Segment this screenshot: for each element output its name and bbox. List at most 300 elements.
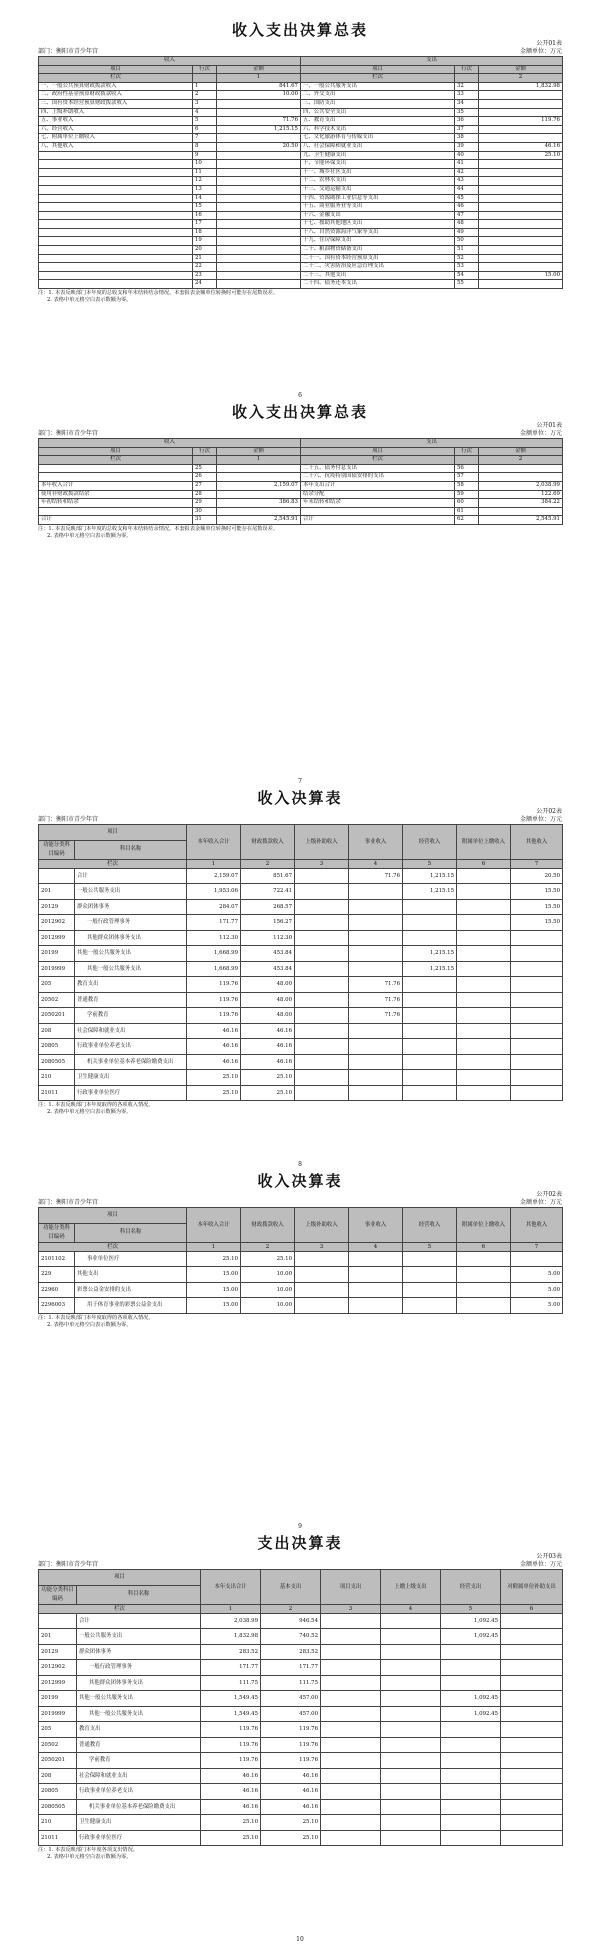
table-cell: 卫生健康支出: [77, 1815, 201, 1831]
header-cell: [193, 456, 217, 465]
table-cell: 62: [455, 516, 479, 525]
header-name: 科目名称: [75, 840, 187, 859]
table-cell: 1,549.45: [201, 1706, 261, 1722]
header-cell: 栏次: [301, 456, 455, 465]
table-cell: [479, 91, 563, 100]
table-cell: 23: [193, 271, 217, 280]
table-cell: 三、国有资本经营预算财政拨款收入: [39, 99, 193, 108]
table-cell: 1,832.98: [479, 82, 563, 91]
table-cell: [39, 473, 193, 482]
table-cell: 教育支出: [77, 1722, 201, 1738]
unit-label: 金额单位：万元: [519, 816, 562, 823]
table-cell: 46.16: [201, 1768, 261, 1784]
table-cell: 二十一、国有资本经营预算支出: [301, 254, 455, 263]
table-cell: 156.27: [241, 915, 295, 931]
table-row: [39, 99, 563, 108]
header-cell: 行次: [193, 447, 217, 456]
table-row: [39, 1085, 563, 1101]
table-cell: 71.76: [349, 977, 403, 993]
table-cell: [441, 1660, 501, 1676]
header-row: [39, 1208, 563, 1224]
table-cell: 合计: [77, 1613, 201, 1629]
table-cell: [217, 246, 301, 255]
table-cell: 44: [455, 185, 479, 194]
table-cell: 25.10: [187, 1070, 241, 1086]
table-row: [39, 1644, 563, 1660]
table-cell: [295, 961, 349, 977]
table-cell: [479, 125, 563, 134]
table-cell: 2,545.91: [479, 516, 563, 525]
table-cell: [479, 203, 563, 212]
income-table: [38, 824, 563, 1101]
table-cell: 1,668.99: [187, 946, 241, 962]
unit-label: 金额单位：万元: [519, 48, 562, 55]
table-cell: 46.16: [201, 1799, 261, 1815]
table-cell: [501, 1644, 563, 1660]
table-cell: 20502: [39, 992, 75, 1008]
table-cell: 事业单位医疗: [75, 1251, 187, 1267]
table-cell: 47: [455, 211, 479, 220]
table-cell: [501, 1629, 563, 1645]
table-cell: 彩票公益金安排的支出: [75, 1282, 187, 1298]
table-row: [39, 1282, 563, 1298]
table-cell: [321, 1613, 381, 1629]
table-cell: 2: [193, 91, 217, 100]
table-cell: 33: [455, 91, 479, 100]
table-title: 收入支出决算总表: [231, 403, 368, 421]
note-2: 2. 表格中单元格空白表示数额为零。: [47, 297, 132, 304]
table-cell: [457, 1008, 511, 1024]
table-cell: 二十三、其他支出: [301, 271, 455, 280]
table-cell: 结余分配: [301, 490, 455, 499]
table-cell: [501, 1799, 563, 1815]
table-cell: [457, 1039, 511, 1055]
table-cell: 本年支出合计: [301, 481, 455, 490]
table-cell: [321, 1722, 381, 1738]
table-cell: 119.76: [261, 1737, 321, 1753]
table-cell: [217, 237, 301, 246]
table-cell: 15.50: [511, 915, 563, 931]
table-row: [39, 254, 563, 263]
table-meta: [38, 1199, 562, 1207]
table-cell: 39: [455, 142, 479, 151]
income-table-1: [38, 788, 562, 1116]
header-cell: 金额: [217, 447, 301, 456]
table-cell: 46.16: [261, 1784, 321, 1800]
table-cell: 15.00: [187, 1267, 241, 1283]
header-column: 本年收入合计: [187, 825, 241, 860]
table-cell: [295, 1008, 349, 1024]
table-row: [39, 91, 563, 100]
table-cell: [39, 271, 193, 280]
table-row: [39, 1629, 563, 1645]
table-cell: [403, 1070, 457, 1086]
table-cell: 五、教育支出: [301, 117, 455, 126]
table-cell: [39, 507, 193, 516]
header-cell: 栏次: [301, 74, 455, 83]
table-cell: 25: [193, 464, 217, 473]
table-cell: 普通教育: [75, 992, 187, 1008]
dept-label: 部门：衡阳市青少年宫: [38, 1199, 99, 1206]
table-cell: 20199: [39, 946, 75, 962]
table-row: [39, 194, 563, 203]
table-cell: [321, 1830, 381, 1846]
table-cell: 46.16: [241, 1039, 295, 1055]
table-cell: 386.83: [217, 499, 301, 508]
table-cell: 机关事业单位基本养老保险缴费支出: [77, 1799, 201, 1815]
header-income: 收入: [39, 439, 301, 448]
header-column: 项目支出: [321, 1570, 381, 1605]
table-cell: 十四、资源勘探工业信息等支出: [301, 194, 455, 203]
header-cell: 4: [381, 1604, 441, 1613]
table-cell: 2101102: [39, 1251, 75, 1267]
table-cell: 19: [193, 237, 217, 246]
table-cell: [217, 228, 301, 237]
table-cell: [39, 211, 193, 220]
table-cell: [403, 1298, 457, 1314]
expense-table: [38, 1533, 562, 1861]
header-cell: 1: [217, 74, 301, 83]
header-row: [39, 74, 563, 83]
table-cell: [349, 1039, 403, 1055]
table-cell: 社会保障和就业支出: [75, 1023, 187, 1039]
table-cell: [349, 946, 403, 962]
table-cell: 25.10: [201, 1815, 261, 1831]
table-cell: [39, 220, 193, 229]
table-cell: 行政事业单位养老支出: [77, 1784, 201, 1800]
table-cell: 13: [193, 185, 217, 194]
table-cell: 52: [455, 254, 479, 263]
table-cell: 7: [193, 134, 217, 143]
table-cell: [457, 930, 511, 946]
header-cell: 项目: [39, 447, 193, 456]
table-cell: [479, 168, 563, 177]
table-cell: 一般行政管理事务: [75, 915, 187, 931]
table-cell: 八、其他收入: [39, 142, 193, 151]
header-cell: 6: [457, 859, 511, 868]
table-row: [39, 930, 563, 946]
table-cell: 457.00: [261, 1706, 321, 1722]
table-cell: [349, 884, 403, 900]
table-cell: 122.69: [479, 490, 563, 499]
table-cell: [403, 930, 457, 946]
page-number: 8: [298, 1161, 302, 1168]
table-cell: 卫生健康支出: [75, 1070, 187, 1086]
header-cell: 行次: [455, 447, 479, 456]
table-title: 支出决算表: [257, 1534, 343, 1552]
table-cell: [349, 1267, 403, 1283]
header-cell: 5: [403, 859, 457, 868]
header-name: 科目名称: [75, 1223, 187, 1242]
table-cell: 机关事业单位基本养老保险缴费支出: [75, 1054, 187, 1070]
header-cell: 2: [261, 1604, 321, 1613]
table-cell: 112.30: [241, 930, 295, 946]
table-cell: [381, 1722, 441, 1738]
table-cell: 20805: [39, 1784, 77, 1800]
table-cell: 46.16: [187, 1023, 241, 1039]
table-notes: [38, 1847, 562, 1861]
table-cell: 208: [39, 1023, 75, 1039]
table-cell: [381, 1737, 441, 1753]
table-cell: 10.00: [241, 1267, 295, 1283]
table-cell: [217, 211, 301, 220]
summary-table: [38, 438, 563, 525]
table-cell: [217, 220, 301, 229]
table-cell: 其他群众团体事务支出: [75, 930, 187, 946]
header-cell: 项目: [301, 447, 455, 456]
table-cell: [295, 1267, 349, 1283]
table-cell: [479, 160, 563, 169]
table-row: [39, 992, 563, 1008]
header-cell: 2: [241, 1242, 295, 1251]
table-cell: 1,092.45: [441, 1706, 501, 1722]
table-cell: [501, 1660, 563, 1676]
table-cell: [217, 134, 301, 143]
table-cell: [501, 1815, 563, 1831]
header-row: [39, 65, 563, 74]
table-cell: [321, 1660, 381, 1676]
table-cell: 16: [193, 211, 217, 220]
table-cell: 其他一般公共服务支出: [75, 961, 187, 977]
table-cell: 使用非财政拨款结余: [39, 490, 193, 499]
table-cell: [441, 1815, 501, 1831]
table-cell: 71.76: [349, 1008, 403, 1024]
table-row: [39, 1039, 563, 1055]
table-cell: 35: [455, 108, 479, 117]
table-cell: [479, 228, 563, 237]
dept-label: 部门：衡阳市青少年宫: [38, 1561, 99, 1568]
table-cell: [381, 1706, 441, 1722]
income-expense-summary-2: [38, 402, 562, 540]
table-cell: 10: [193, 160, 217, 169]
table-cell: [403, 977, 457, 993]
table-row: [39, 280, 563, 289]
table-cell: 一、一般公共服务支出: [301, 82, 455, 91]
table-cell: [39, 228, 193, 237]
header-expense: 支出: [301, 439, 563, 448]
table-cell: [217, 99, 301, 108]
header-column: 上级补助收入: [295, 1208, 349, 1243]
table-cell: 2,038.99: [201, 1613, 261, 1629]
table-cell: [479, 185, 563, 194]
table-cell: [441, 1644, 501, 1660]
table-cell: [321, 1706, 381, 1722]
table-cell: [441, 1675, 501, 1691]
table-cell: 2050201: [39, 1008, 75, 1024]
table-row: [39, 884, 563, 900]
table-cell: 56: [455, 464, 479, 473]
table-row: [39, 961, 563, 977]
table-cell: 119.76: [187, 1008, 241, 1024]
table-cell: [321, 1644, 381, 1660]
table-cell: 十八、自然资源海洋气象等支出: [301, 228, 455, 237]
table-cell: 行政事业单位医疗: [75, 1085, 187, 1101]
table-cell: [39, 246, 193, 255]
table-cell: [457, 915, 511, 931]
table-row: [39, 481, 563, 490]
header-cell: 2: [241, 859, 295, 868]
note-2: 2. 表格中单元格空白表示数额为零。: [47, 1109, 132, 1115]
table-row: [39, 464, 563, 473]
table-row: [39, 228, 563, 237]
table-cell: [479, 177, 563, 186]
table-cell: 20.50: [217, 142, 301, 151]
header-cell: 6: [457, 1242, 511, 1251]
table-row: [39, 1691, 563, 1707]
table-cell: [479, 220, 563, 229]
table-row: [39, 1613, 563, 1629]
table-cell: 25.10: [241, 1085, 295, 1101]
table-cell: 205: [39, 1722, 77, 1738]
table-cell: 46.16: [187, 1039, 241, 1055]
table-cell: [457, 1251, 511, 1267]
table-row: [39, 151, 563, 160]
table-code: 公开02表: [536, 808, 562, 815]
table-cell: [349, 1298, 403, 1314]
table-cell: 2019999: [39, 961, 75, 977]
table-cell: [511, 961, 563, 977]
table-cell: [457, 1070, 511, 1086]
table-cell: [349, 1282, 403, 1298]
table-cell: [479, 108, 563, 117]
table-cell: 46.16: [479, 142, 563, 151]
table-cell: [501, 1737, 563, 1753]
header-row: [39, 1570, 563, 1586]
table-cell: 722.41: [241, 884, 295, 900]
table-cell: [511, 977, 563, 993]
table-cell: 171.77: [187, 915, 241, 931]
table-cell: 其他一般公共服务支出: [75, 946, 187, 962]
table-cell: 119.76: [261, 1722, 321, 1738]
table-cell: 28: [193, 490, 217, 499]
table-cell: 119.76: [187, 992, 241, 1008]
header-column: 事业收入: [349, 1208, 403, 1243]
table-cell: 46.16: [201, 1784, 261, 1800]
table-cell: 十二、农林水支出: [301, 177, 455, 186]
table-cell: 26: [193, 473, 217, 482]
table-code: 公开03表: [536, 1553, 562, 1560]
table-cell: [479, 263, 563, 272]
header-cell: 栏次: [39, 1604, 201, 1613]
table-cell: [457, 961, 511, 977]
header-row: [39, 439, 563, 448]
table-cell: [511, 1251, 563, 1267]
table-cell: [295, 1039, 349, 1055]
table-cell: 一般公共服务支出: [75, 884, 187, 900]
table-cell: 46: [455, 203, 479, 212]
table-cell: 5.00: [511, 1282, 563, 1298]
table-cell: 3: [193, 99, 217, 108]
table-row: [39, 142, 563, 151]
table-cell: 1,668.99: [187, 961, 241, 977]
table-cell: [39, 868, 75, 884]
table-cell: [349, 1023, 403, 1039]
table-cell: 10.00: [217, 91, 301, 100]
table-cell: 五、事业收入: [39, 117, 193, 126]
table-cell: 1,092.45: [441, 1629, 501, 1645]
header-cell: 3: [295, 859, 349, 868]
note-1: 注：1. 本表反映部门本年度各项支出情况。: [38, 1847, 138, 1853]
table-cell: 20.50: [511, 868, 563, 884]
table-cell: [381, 1753, 441, 1769]
table-cell: [39, 160, 193, 169]
table-cell: 49: [455, 228, 479, 237]
table-cell: 48.00: [241, 1008, 295, 1024]
table-cell: 30: [193, 507, 217, 516]
table-cell: [217, 203, 301, 212]
table-cell: 二、外交支出: [301, 91, 455, 100]
table-cell: [457, 977, 511, 993]
table-cell: 25.10: [187, 1085, 241, 1101]
table-cell: 17: [193, 220, 217, 229]
header-row: [39, 1604, 563, 1613]
table-row: [39, 1753, 563, 1769]
table-cell: [457, 1054, 511, 1070]
table-cell: [39, 237, 193, 246]
header-column: 其他收入: [511, 825, 563, 860]
table-cell: [441, 1799, 501, 1815]
table-cell: 21011: [39, 1830, 77, 1846]
table-cell: 48.00: [241, 992, 295, 1008]
table-cell: [403, 1085, 457, 1101]
table-cell: [403, 1267, 457, 1283]
table-cell: [301, 507, 455, 516]
header-row: [39, 447, 563, 456]
table-cell: 2,159.07: [217, 481, 301, 490]
header-cell: 项目: [39, 65, 193, 74]
header-item: 项目: [39, 825, 187, 841]
table-cell: [295, 899, 349, 915]
table-cell: 合计: [39, 516, 193, 525]
table-cell: [295, 977, 349, 993]
table-cell: [511, 1008, 563, 1024]
table-cell: [403, 1282, 457, 1298]
table-cell: [295, 992, 349, 1008]
table-cell: 9: [193, 151, 217, 160]
header-column: 附属单位上缴收入: [457, 1208, 511, 1243]
header-column: 基本支出: [261, 1570, 321, 1605]
table-cell: 29: [193, 499, 217, 508]
table-cell: 七、附属单位上缴收入: [39, 134, 193, 143]
table-row: [39, 915, 563, 931]
header-column: 财政拨款收入: [241, 825, 295, 860]
income-table-2: [38, 1171, 562, 1329]
table-cell: [321, 1815, 381, 1831]
table-cell: [349, 961, 403, 977]
table-cell: 一般公共服务支出: [77, 1629, 201, 1645]
table-cell: 本年收入合计: [39, 481, 193, 490]
table-row: [39, 1023, 563, 1039]
table-cell: [501, 1691, 563, 1707]
table-cell: [295, 946, 349, 962]
table-cell: 119.76: [201, 1722, 261, 1738]
table-cell: [39, 280, 193, 289]
table-cell: 十六、金融支出: [301, 211, 455, 220]
note-1: 注：1. 本表反映部门本年度取得的各项收入情况。: [38, 1314, 154, 1321]
header-item: 项目: [39, 1208, 187, 1224]
table-cell: 4: [193, 108, 217, 117]
table-cell: 36: [455, 117, 479, 126]
table-cell: [381, 1830, 441, 1846]
table-code: 公开01表: [536, 40, 562, 47]
table-cell: [403, 992, 457, 1008]
table-cell: 二十五、债务付息支出: [301, 464, 455, 473]
table-row: [39, 1830, 563, 1846]
table-cell: 48: [455, 220, 479, 229]
table-row: [39, 499, 563, 508]
table-cell: 2012902: [39, 915, 75, 931]
table-cell: 6: [193, 125, 217, 134]
